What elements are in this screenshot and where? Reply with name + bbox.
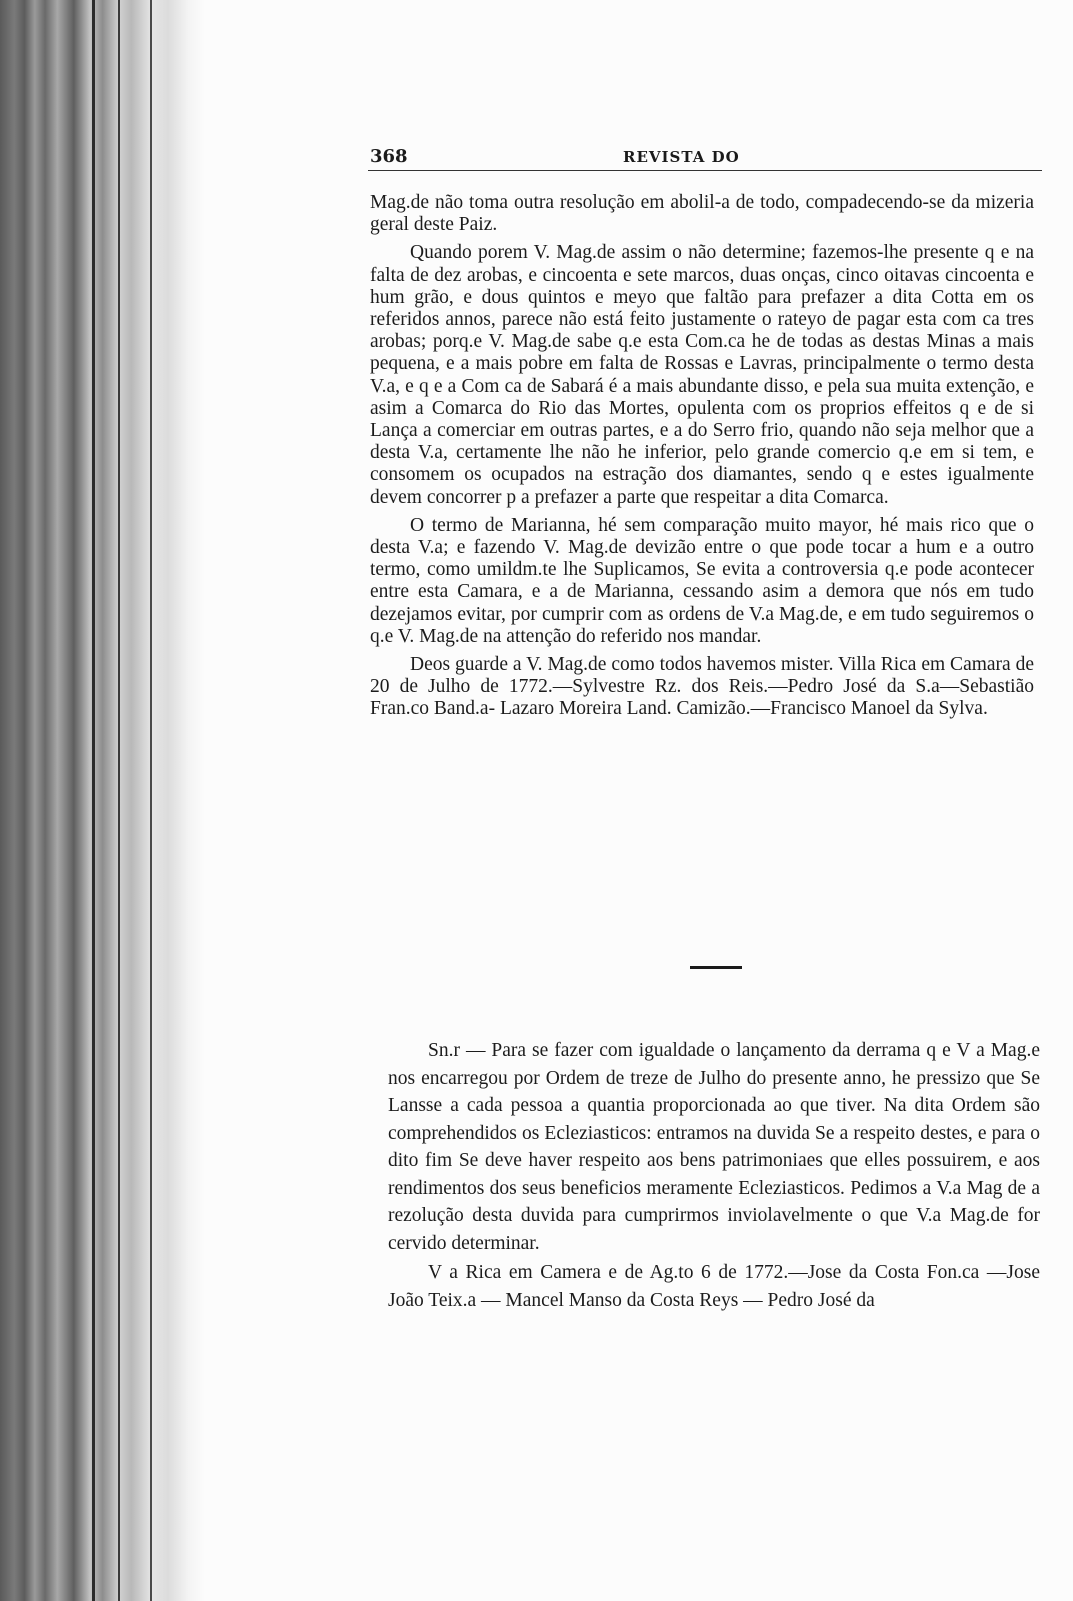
first-document [370,192,1034,727]
section-separator [690,966,742,969]
paragraph: V a Rica em Camera e de Ag.to 6 de 1772.—Jose da Costa Fon.ca —Jose João Teix.a — Mancel Manso da Costa Reys — Pedro José da [388,1262,1040,1311]
paragraph: Quando porem V. Mag.de assim o não determine; fazemos-lhe presente q e na falta de dez arobas, e cincoenta e sete marcos, duas onças, cinco oitavas cincoenta e hum grão, e dous quintos e meyo que faltão para prefazer a dita Cotta em os referidos annos, parece não está feito justamente o rateyo de pagar esta com ca tres arobas; porq.e V. Mag.de sabe q.e esta Com.ca he de todas as destas Minas a mais pequena, e a mais pobre em falta de Rossas e Lavras, principalmente o termo desta V.a, e q e a Com ca de Sabará é a mais abundante disso, e pela sua muita extenção, e asim a Comarca do Rio das Mortes, opulenta com os proprios effeitos q e de si Lança a comerciar em outras partes, e a do Serro frio, quando não seja melhor que a desta V.a, certamente lhe não he inferior, pelo grande comercio q.e em si tem, e consomem os ocupados na estração dos diamantes, sendo q e estes igualmente devem concorrer p a prefazer a parte que respeitar a dita Comarca. [370,242,1034,508]
page-number: 368 [370,146,408,167]
gutter-fold-line [150,0,152,1601]
second-document [388,1037,1040,1316]
book-gutter-shadow [0,0,205,1601]
paragraph: Mag.de não toma outra resolução em abolil-a de todo, compadecendo-se da mizeria geral deste Paiz. [370,192,1034,236]
paragraph: Sn.r — Para se fazer com igualdade o lançamento da derrama q e V a Mag.e nos encarregou por Ordem de treze de Julho do presente anno, he pressizo que Se Lansse a cada pessoa a quantia proporcionada ao que tiver. Na dita Ordem são comprehendidos os Ecleziasticos: entramos na duvida Se a respeito destes, e para o dito fim Se deve haver respeito aos bens patrimoniaes que elles possuirem, e aos rendimentos dos seus beneficios meramente Ecleziasticos. Pedimos a V.a Mag de a rezolução desta duvida para cumprirmos inviolavelmente o que V.a Mag.de for cervido determinar. [388,1040,1040,1254]
paragraph: Deos guarde a V. Mag.de como todos havemos mister. Villa Rica em Camara de 20 de Julho de 1772.—Sylvestre Rz. dos Reis.—Pedro José da S.a—Sebastião Fran.co Band.a- Lazaro Moreira Land. Camizão.—Francisco Manoel da Sylva. [370,654,1034,720]
page-header [368,146,1042,170]
gutter-fold-line [92,0,95,1601]
gutter-fold-line [118,0,120,1601]
header-rule [368,170,1042,171]
paragraph: O termo de Marianna, hé sem comparação muito mayor, hé mais rico que o desta V.a; e fazendo V. Mag.de devizão entre o que pode tocar a hum e a outro termo, como umildm.te lhe Suplicamos, Se evita a controversia q.e pode acontecer entre esta Camara, e a de Marianna, cessando asim a demora que nós em tudo dezejamos evitar, por cumprir com as ordens de V.a Mag.de, e em tudo seguiremos o q.e V. Mag.de na attenção do referido nos mandar. [370,514,1034,647]
running-head: REVISTA DO [623,148,740,166]
